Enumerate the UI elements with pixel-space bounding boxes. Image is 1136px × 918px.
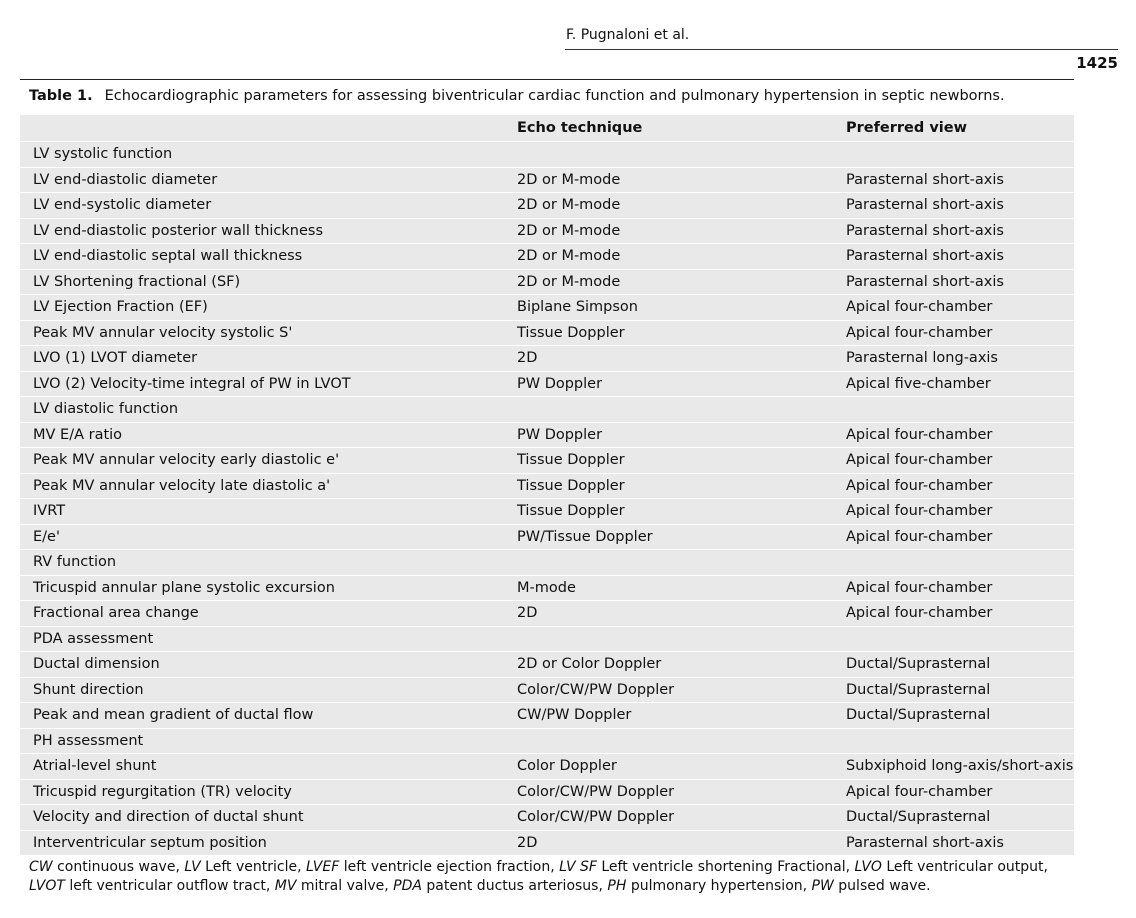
echo-technique-cell: PW Doppler	[504, 372, 833, 398]
parameter-cell: LV end-diastolic septal wall thickness	[20, 244, 504, 270]
table-row	[20, 652, 1074, 678]
footnote-definition: left ventricle ejection fraction,	[343, 859, 555, 875]
parameter-cell: Tricuspid regurgitation (TR) velocity	[20, 780, 504, 806]
footnote-abbreviation: LV SF	[559, 859, 597, 875]
parameter-cell: Ductal dimension	[20, 652, 504, 678]
table-caption-label: Table 1.	[29, 88, 93, 104]
page-number: 1425	[1076, 54, 1118, 72]
running-head: F. Pugnaloni et al.	[566, 27, 690, 43]
table-row	[20, 423, 1074, 449]
echo-technique-cell: M-mode	[504, 576, 833, 602]
preferred-view-cell: Subxiphoid long-axis/short-axis	[833, 754, 1074, 780]
echo-technique-cell: 2D or M-mode	[504, 244, 833, 270]
echo-technique-cell: 2D	[504, 601, 833, 627]
table-row	[20, 142, 1074, 168]
footnote-abbreviation: CW	[29, 859, 53, 875]
preferred-view-cell: Ductal/Suprasternal	[833, 703, 1074, 729]
preferred-view-cell: Apical five-chamber	[833, 372, 1074, 398]
footnote-definition: Left ventricle,	[205, 859, 302, 875]
parameter-cell: Velocity and direction of ductal shunt	[20, 805, 504, 831]
footnote-abbreviation: LVO	[854, 859, 882, 875]
echo-technique-cell: PW/Tissue Doppler	[504, 525, 833, 551]
preferred-view-cell: Apical four-chamber	[833, 321, 1074, 347]
echo-technique-cell	[504, 729, 833, 755]
parameter-cell: MV E/A ratio	[20, 423, 504, 449]
table-row	[20, 448, 1074, 474]
footnote-definition: pulmonary hypertension,	[630, 878, 808, 894]
table-row	[20, 550, 1074, 576]
table-row	[20, 805, 1074, 831]
parameter-cell: IVRT	[20, 499, 504, 525]
table-row	[20, 270, 1074, 296]
echo-technique-cell	[504, 397, 833, 423]
echo-technique-cell: Color/CW/PW Doppler	[504, 678, 833, 704]
footnote-definition: mitral valve,	[300, 878, 389, 894]
table-row	[20, 244, 1074, 270]
footnote-definition: patent ductus arteriosus,	[426, 878, 603, 894]
parameter-cell: Shunt direction	[20, 678, 504, 704]
preferred-view-cell: Apical four-chamber	[833, 576, 1074, 602]
footnote-definition: left ventricular outflow tract,	[69, 878, 271, 894]
preferred-view-cell: Apical four-chamber	[833, 780, 1074, 806]
table-row	[20, 346, 1074, 372]
echo-technique-cell: Color Doppler	[504, 754, 833, 780]
table-row	[20, 499, 1074, 525]
preferred-view-cell	[833, 729, 1074, 755]
preferred-view-cell: Parasternal short-axis	[833, 831, 1074, 857]
table-row	[20, 831, 1074, 857]
footnote-abbreviation: LVOT	[29, 878, 65, 894]
parameter-cell: Fractional area change	[20, 601, 504, 627]
echo-technique-cell: Biplane Simpson	[504, 295, 833, 321]
preferred-view-cell: Parasternal short-axis	[833, 193, 1074, 219]
column-header-preferred-view: Preferred view	[833, 115, 1074, 142]
echo-technique-cell	[504, 142, 833, 168]
table-row	[20, 729, 1074, 755]
table-row	[20, 372, 1074, 398]
echo-technique-cell: 2D	[504, 346, 833, 372]
preferred-view-cell: Parasternal short-axis	[833, 270, 1074, 296]
echo-technique-cell: 2D or M-mode	[504, 193, 833, 219]
parameter-cell: LV end-systolic diameter	[20, 193, 504, 219]
parameter-cell: LV Ejection Fraction (EF)	[20, 295, 504, 321]
table-row	[20, 703, 1074, 729]
preferred-view-cell: Parasternal short-axis	[833, 244, 1074, 270]
preferred-view-cell: Apical four-chamber	[833, 601, 1074, 627]
table-row	[20, 397, 1074, 423]
parameter-cell: LV end-diastolic diameter	[20, 168, 504, 194]
table-row	[20, 168, 1074, 194]
preferred-view-cell: Apical four-chamber	[833, 474, 1074, 500]
parameter-cell: Peak and mean gradient of ductal flow	[20, 703, 504, 729]
echo-technique-cell: Tissue Doppler	[504, 321, 833, 347]
footnote-definition: Left ventricular output,	[886, 859, 1048, 875]
echo-parameters-table	[20, 115, 1074, 856]
preferred-view-cell	[833, 397, 1074, 423]
echo-technique-cell: CW/PW Doppler	[504, 703, 833, 729]
preferred-view-cell: Ductal/Suprasternal	[833, 678, 1074, 704]
footnote-abbreviation: PDA	[393, 878, 422, 894]
echo-technique-cell: PW Doppler	[504, 423, 833, 449]
parameter-cell: Peak MV annular velocity systolic S'	[20, 321, 504, 347]
table-body	[20, 142, 1074, 856]
parameter-cell: PH assessment	[20, 729, 504, 755]
preferred-view-cell: Ductal/Suprasternal	[833, 652, 1074, 678]
table-row	[20, 601, 1074, 627]
preferred-view-cell: Parasternal short-axis	[833, 219, 1074, 245]
preferred-view-cell: Apical four-chamber	[833, 448, 1074, 474]
column-header-parameter	[20, 115, 504, 142]
preferred-view-cell: Parasternal short-axis	[833, 168, 1074, 194]
preferred-view-cell	[833, 550, 1074, 576]
table-row	[20, 321, 1074, 347]
parameter-cell: Peak MV annular velocity late diastolic a'	[20, 474, 504, 500]
preferred-view-cell	[833, 627, 1074, 653]
preferred-view-cell: Apical four-chamber	[833, 295, 1074, 321]
parameter-cell: LV end-diastolic posterior wall thickness	[20, 219, 504, 245]
preferred-view-cell: Apical four-chamber	[833, 423, 1074, 449]
table-caption-text: Echocardiographic parameters for assessing biventricular cardiac function and pulmonary hypertension in septic newborns.	[104, 88, 1005, 104]
table-caption	[29, 88, 1005, 104]
footnote-abbreviation: PW	[811, 878, 834, 894]
footnote-abbreviation: MV	[274, 878, 297, 894]
echo-technique-cell: Color/CW/PW Doppler	[504, 780, 833, 806]
footnote-abbreviation: LV	[184, 859, 201, 875]
echo-technique-cell	[504, 550, 833, 576]
footnote-definition: pulsed wave.	[838, 878, 931, 894]
preferred-view-cell: Apical four-chamber	[833, 499, 1074, 525]
table-row	[20, 678, 1074, 704]
echo-technique-cell: Tissue Doppler	[504, 499, 833, 525]
preferred-view-cell: Apical four-chamber	[833, 525, 1074, 551]
table-top-rule	[20, 79, 1074, 80]
table-row	[20, 525, 1074, 551]
preferred-view-cell	[833, 142, 1074, 168]
preferred-view-cell: Ductal/Suprasternal	[833, 805, 1074, 831]
parameter-cell: RV function	[20, 550, 504, 576]
table-footnote	[29, 858, 1079, 896]
footnote-abbreviation: LVEF	[305, 859, 340, 875]
table-row	[20, 193, 1074, 219]
parameter-cell: LVO (2) Velocity-time integral of PW in LVOT	[20, 372, 504, 398]
echo-technique-cell: 2D	[504, 831, 833, 857]
table-row	[20, 474, 1074, 500]
echo-technique-cell: Tissue Doppler	[504, 448, 833, 474]
table-row	[20, 576, 1074, 602]
table-row	[20, 754, 1074, 780]
table-row	[20, 219, 1074, 245]
table-header-row	[20, 115, 1074, 142]
table-row	[20, 627, 1074, 653]
preferred-view-cell: Parasternal long-axis	[833, 346, 1074, 372]
table-row	[20, 780, 1074, 806]
parameter-cell: LV diastolic function	[20, 397, 504, 423]
echo-technique-cell: Color/CW/PW Doppler	[504, 805, 833, 831]
echo-technique-cell: 2D or M-mode	[504, 219, 833, 245]
footnote-definition: Left ventricle shortening Fractional,	[601, 859, 851, 875]
column-header-echo-technique: Echo technique	[504, 115, 833, 142]
parameter-cell: Tricuspid annular plane systolic excursion	[20, 576, 504, 602]
header-rule	[565, 49, 1118, 50]
footnote-definition: continuous wave,	[57, 859, 180, 875]
parameter-cell: LVO (1) LVOT diameter	[20, 346, 504, 372]
parameter-cell: E/e'	[20, 525, 504, 551]
table-row	[20, 295, 1074, 321]
echo-technique-cell	[504, 627, 833, 653]
parameter-cell: Interventricular septum position	[20, 831, 504, 857]
parameter-cell: LV systolic function	[20, 142, 504, 168]
parameter-cell: PDA assessment	[20, 627, 504, 653]
footnote-abbreviation: PH	[607, 878, 627, 894]
echo-technique-cell: 2D or Color Doppler	[504, 652, 833, 678]
parameter-cell: LV Shortening fractional (SF)	[20, 270, 504, 296]
echo-technique-cell: 2D or M-mode	[504, 168, 833, 194]
parameter-cell: Peak MV annular velocity early diastolic e'	[20, 448, 504, 474]
echo-technique-cell: Tissue Doppler	[504, 474, 833, 500]
parameter-cell: Atrial-level shunt	[20, 754, 504, 780]
echo-technique-cell: 2D or M-mode	[504, 270, 833, 296]
